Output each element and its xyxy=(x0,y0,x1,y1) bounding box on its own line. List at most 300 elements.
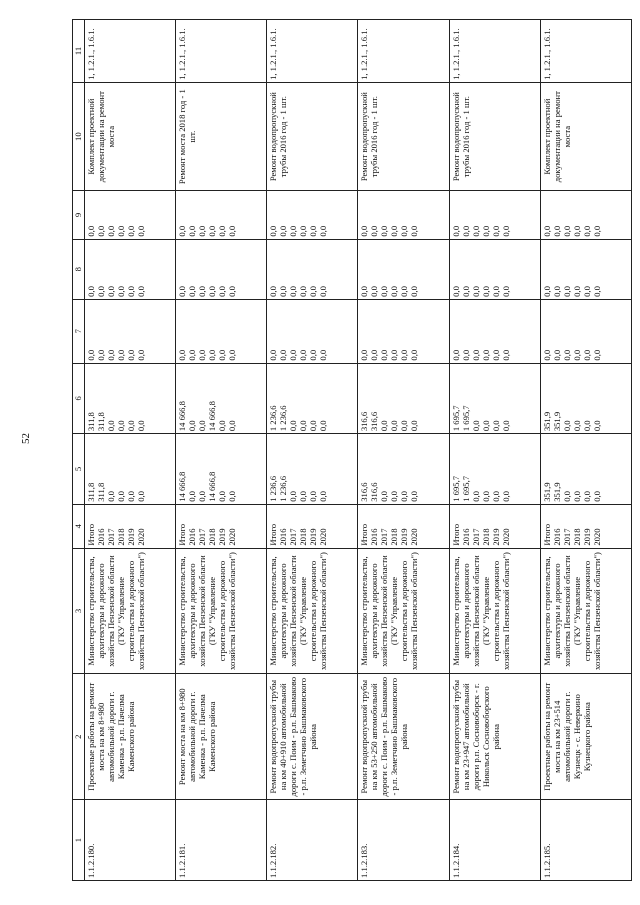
funding-value: 0,0 xyxy=(308,286,319,297)
funding-value: 0,0 xyxy=(460,225,471,237)
funding-values-cell xyxy=(85,363,176,434)
funding-value: 0,0 xyxy=(561,420,572,432)
funding-value: 0,0 xyxy=(318,491,329,502)
funding-value: 0,0 xyxy=(116,420,126,432)
funding-value: 0,0 xyxy=(308,349,319,361)
year-value: 2019 xyxy=(490,528,501,546)
funding-value: 0,0 xyxy=(571,225,582,237)
indicator-reference-cell: 1, 1.2.1., 1.6.1. xyxy=(267,20,358,83)
funding-value: 0,0 xyxy=(207,286,218,297)
year-value: 2020 xyxy=(591,528,602,546)
funding-value: 0,0 xyxy=(409,349,420,361)
expected-result-cell: Комплект проектной документации на ремонт моста xyxy=(85,82,176,190)
funding-value: 0,0 xyxy=(480,349,491,361)
expected-result-cell: Ремонт водопропускной трубы 2016 год - 1 шт. xyxy=(267,82,358,190)
funding-value: 0,0 xyxy=(207,349,218,361)
year-value: Итого xyxy=(450,523,461,546)
funding-value: 0,0 xyxy=(126,286,136,297)
funding-value: 0,0 xyxy=(379,420,390,432)
funding-value: 0,0 xyxy=(470,349,481,361)
funding-value: 0,0 xyxy=(318,420,329,432)
funding-value: 1 236,6 xyxy=(278,475,289,502)
funding-value: 0,0 xyxy=(450,349,461,361)
table-row xyxy=(176,20,267,881)
funding-value: 0,0 xyxy=(490,225,501,237)
funding-value: 0,0 xyxy=(369,286,380,297)
funding-value: 0,0 xyxy=(389,420,400,432)
funding-value: 0,0 xyxy=(409,420,420,432)
funding-value: 0,0 xyxy=(298,225,309,237)
row-id-cell: 1.1.2.184. xyxy=(449,800,540,881)
column-header: 4 xyxy=(73,504,85,548)
funding-values-cell xyxy=(358,434,449,505)
funding-value: 0,0 xyxy=(561,225,572,237)
year-list-cell xyxy=(540,504,631,548)
funding-value: 0,0 xyxy=(399,491,410,502)
funding-value: 0,0 xyxy=(389,286,400,297)
funding-value: 0,0 xyxy=(116,225,126,237)
column-header: 5 xyxy=(73,434,85,505)
funding-value: 0,0 xyxy=(561,491,572,502)
table-row xyxy=(85,20,176,881)
year-value: 2017 xyxy=(470,528,481,546)
year-value: 2020 xyxy=(136,528,146,546)
executor-cell: Министерство строительства, архитектуры и дорожного хозяйства Пензенской области (ГКУ "Управление строительства и дорожного хозяйства Пензенской области") xyxy=(176,548,267,674)
funding-value: 0,0 xyxy=(106,349,116,361)
year-value: 2020 xyxy=(227,528,238,546)
funding-value: 0,0 xyxy=(379,225,390,237)
year-value: Итого xyxy=(359,523,370,546)
funding-value: 0,0 xyxy=(551,286,562,297)
funding-values-cell xyxy=(540,363,631,434)
funding-values-cell xyxy=(267,434,358,505)
funding-value: 0,0 xyxy=(187,491,198,502)
column-header: 8 xyxy=(73,239,85,299)
funding-value: 0,0 xyxy=(561,349,572,361)
funding-value: 0,0 xyxy=(126,491,136,502)
funding-values-cell xyxy=(267,239,358,299)
funding-value: 0,0 xyxy=(561,286,572,297)
expected-result-cell: Ремонт водопропускной трубы 2016 год - 1 шт. xyxy=(449,82,540,190)
funding-value: 0,0 xyxy=(217,286,228,297)
funding-value: 0,0 xyxy=(500,420,511,432)
year-value: 2018 xyxy=(298,528,309,546)
column-header: 3 xyxy=(73,548,85,674)
executor-cell: Министерство строительства, архитектуры и дорожного хозяйства Пензенской области (ГКУ "Управление строительства и дорожного хозяйства Пензенской области") xyxy=(85,548,176,674)
indicator-reference-cell: 1, 1.2.1., 1.6.1. xyxy=(540,20,631,83)
funding-values-cell xyxy=(176,239,267,299)
funding-value: 0,0 xyxy=(288,225,299,237)
funding-value: 0,0 xyxy=(227,286,238,297)
funding-value: 0,0 xyxy=(581,491,592,502)
funding-value: 0,0 xyxy=(197,420,208,432)
funding-value: 1 236,6 xyxy=(268,405,279,432)
funding-value: 0,0 xyxy=(450,225,461,237)
funding-value: 0,0 xyxy=(500,491,511,502)
funding-value: 316,6 xyxy=(369,482,380,502)
funding-value: 0,0 xyxy=(470,225,481,237)
funding-value: 0,0 xyxy=(490,491,501,502)
funding-value: 0,0 xyxy=(581,349,592,361)
funding-value: 0,0 xyxy=(298,420,309,432)
funding-value: 1 695,7 xyxy=(460,405,471,432)
funding-value: 0,0 xyxy=(571,491,582,502)
expected-result-cell: Комплект проектной документации на ремонт моста xyxy=(540,82,631,190)
funding-value: 14 666,8 xyxy=(207,471,218,502)
funding-value: 0,0 xyxy=(278,349,289,361)
funding-value: 0,0 xyxy=(470,491,481,502)
funding-value: 0,0 xyxy=(197,349,208,361)
funding-value: 0,0 xyxy=(490,420,501,432)
funding-value: 0,0 xyxy=(86,225,96,237)
table-body xyxy=(73,20,632,881)
funding-values-cell xyxy=(176,363,267,434)
year-value: 2019 xyxy=(217,528,228,546)
funding-values-cell xyxy=(540,239,631,299)
funding-value: 0,0 xyxy=(106,491,116,502)
funding-value: 0,0 xyxy=(460,286,471,297)
funding-value: 0,0 xyxy=(399,286,410,297)
funding-value: 0,0 xyxy=(207,225,218,237)
executor-cell: Министерство строительства, архитектуры и дорожного хозяйства Пензенской области (ГКУ "Управление строительства и дорожного хозяйства Пензенской области") xyxy=(267,548,358,674)
year-value: 2017 xyxy=(288,528,299,546)
funding-value: 0,0 xyxy=(389,349,400,361)
funding-value: 0,0 xyxy=(399,420,410,432)
funding-value: 0,0 xyxy=(177,286,188,297)
year-value: 2018 xyxy=(116,528,126,546)
funding-value: 351,9 xyxy=(551,482,562,502)
funding-value: 0,0 xyxy=(571,420,582,432)
funding-value: 0,0 xyxy=(217,349,228,361)
funding-values-cell xyxy=(540,191,631,239)
activity-name-cell: Проектные работы на ремонт моста на км 8+980 автомобильной дороги г. Каменка - р.п. Пачелма Каменского района xyxy=(85,674,176,800)
funding-value: 0,0 xyxy=(500,286,511,297)
funding-value: 316,6 xyxy=(359,482,370,502)
funding-values-cell xyxy=(267,299,358,363)
funding-value: 0,0 xyxy=(288,420,299,432)
page-number: 52 xyxy=(20,433,32,444)
funding-values-cell xyxy=(176,191,267,239)
year-value: Итого xyxy=(268,523,279,546)
indicator-reference-cell: 1, 1.2.1., 1.6.1. xyxy=(358,20,449,83)
funding-value: 0,0 xyxy=(460,349,471,361)
funding-value: 0,0 xyxy=(389,225,400,237)
funding-value: 311,8 xyxy=(86,482,96,502)
funding-value: 0,0 xyxy=(389,491,400,502)
funding-value: 1 236,6 xyxy=(268,475,279,502)
funding-values-cell xyxy=(267,363,358,434)
funding-values-cell xyxy=(358,239,449,299)
funding-value: 0,0 xyxy=(318,349,329,361)
year-value: 2020 xyxy=(409,528,420,546)
funding-value: 0,0 xyxy=(591,420,602,432)
funding-value: 0,0 xyxy=(177,349,188,361)
funding-value: 0,0 xyxy=(359,349,370,361)
funding-value: 0,0 xyxy=(278,286,289,297)
indicator-reference-cell: 1, 1.2.1., 1.6.1. xyxy=(449,20,540,83)
funding-value: 0,0 xyxy=(480,491,491,502)
funding-value: 0,0 xyxy=(116,349,126,361)
funding-value: 0,0 xyxy=(490,286,501,297)
year-value: 2017 xyxy=(197,528,208,546)
year-value: Итого xyxy=(541,523,552,546)
funding-value: 14 666,8 xyxy=(207,401,218,432)
funding-value: 0,0 xyxy=(308,491,319,502)
funding-value: 0,0 xyxy=(288,286,299,297)
funding-value: 1 236,6 xyxy=(278,405,289,432)
year-value: 2020 xyxy=(318,528,329,546)
funding-value: 0,0 xyxy=(581,420,592,432)
funding-value: 0,0 xyxy=(288,491,299,502)
funding-value: 0,0 xyxy=(197,225,208,237)
funding-value: 0,0 xyxy=(551,225,562,237)
funding-value: 0,0 xyxy=(470,420,481,432)
funding-value: 0,0 xyxy=(96,286,106,297)
year-value: Итого xyxy=(86,523,96,546)
funding-value: 0,0 xyxy=(298,491,309,502)
activity-name-cell: Ремонт водопропускной трубы на км 23+947 автомобильной дороги р.п. Сосновоборск - г. Никольск Сосновоборского района xyxy=(449,674,540,800)
indicator-reference-cell: 1, 1.2.1., 1.6.1. xyxy=(176,20,267,83)
funding-value: 0,0 xyxy=(359,225,370,237)
funding-value: 0,0 xyxy=(318,225,329,237)
funding-value: 311,8 xyxy=(96,412,106,432)
funding-value: 0,0 xyxy=(227,420,238,432)
funding-value: 0,0 xyxy=(298,286,309,297)
funding-value: 0,0 xyxy=(379,491,390,502)
funding-value: 0,0 xyxy=(581,225,592,237)
funding-value: 0,0 xyxy=(288,349,299,361)
year-value: 2016 xyxy=(460,528,471,546)
funding-values-cell xyxy=(85,239,176,299)
year-value: 2017 xyxy=(561,528,572,546)
funding-values-cell xyxy=(85,191,176,239)
funding-values-cell xyxy=(449,434,540,505)
funding-values-cell xyxy=(85,299,176,363)
executor-cell: Министерство строительства, архитектуры и дорожного хозяйства Пензенской области (ГКУ "Управление строительства и дорожного хозяйства Пензенской области") xyxy=(358,548,449,674)
funding-value: 0,0 xyxy=(106,420,116,432)
funding-value: 0,0 xyxy=(359,286,370,297)
funding-value: 0,0 xyxy=(86,286,96,297)
table-row xyxy=(267,20,358,881)
funding-value: 0,0 xyxy=(96,225,106,237)
row-id-cell: 1.1.2.180. xyxy=(85,800,176,881)
funding-value: 0,0 xyxy=(318,286,329,297)
column-header: 6 xyxy=(73,363,85,434)
table-row xyxy=(449,20,540,881)
funding-values-cell xyxy=(449,191,540,239)
funding-value: 0,0 xyxy=(136,225,146,237)
year-value: 2016 xyxy=(96,528,106,546)
funding-value: 0,0 xyxy=(369,225,380,237)
funding-value: 0,0 xyxy=(541,349,552,361)
funding-value: 0,0 xyxy=(177,225,188,237)
indicator-reference-cell: 1, 1.2.1., 1.6.1. xyxy=(85,20,176,83)
row-id-cell: 1.1.2.181. xyxy=(176,800,267,881)
expected-result-cell: Ремонт моста 2018 год - 1 шт. xyxy=(176,82,267,190)
funding-value: 0,0 xyxy=(106,225,116,237)
funding-value: 0,0 xyxy=(298,349,309,361)
funding-value: 0,0 xyxy=(409,286,420,297)
funding-value: 316,6 xyxy=(369,411,380,432)
funding-value: 0,0 xyxy=(197,491,208,502)
funding-value: 0,0 xyxy=(217,491,228,502)
rotated-table-container xyxy=(72,19,632,881)
column-number-row xyxy=(73,20,85,881)
funding-value: 351,9 xyxy=(541,411,552,432)
funding-values-cell xyxy=(358,191,449,239)
row-id-cell: 1.1.2.183. xyxy=(358,800,449,881)
column-header: 11 xyxy=(73,20,85,83)
table-row xyxy=(358,20,449,881)
funding-values-cell xyxy=(540,434,631,505)
funding-value: 0,0 xyxy=(450,286,461,297)
funding-value: 0,0 xyxy=(399,225,410,237)
funding-value: 0,0 xyxy=(470,286,481,297)
funding-value: 0,0 xyxy=(96,349,106,361)
funding-value: 0,0 xyxy=(379,286,390,297)
funding-value: 351,9 xyxy=(541,482,552,502)
funding-value: 351,9 xyxy=(551,411,562,432)
funding-value: 0,0 xyxy=(591,286,602,297)
funding-value: 0,0 xyxy=(187,349,198,361)
year-value: 2020 xyxy=(500,528,511,546)
column-header: 2 xyxy=(73,674,85,800)
funding-value: 0,0 xyxy=(187,420,198,432)
funding-value: 0,0 xyxy=(187,225,198,237)
year-value: 2019 xyxy=(126,528,136,546)
funding-value: 0,0 xyxy=(268,286,279,297)
funding-value: 1 695,7 xyxy=(460,475,471,502)
year-value: 2016 xyxy=(369,528,380,546)
funding-value: 311,8 xyxy=(86,412,96,432)
executor-cell: Министерство строительства, архитектуры и дорожного хозяйства Пензенской области (ГКУ "Управление строительства и дорожного хозяйства Пензенской области") xyxy=(540,548,631,674)
year-list-cell xyxy=(85,504,176,548)
column-header: 7 xyxy=(73,299,85,363)
funding-value: 0,0 xyxy=(500,349,511,361)
funding-value: 0,0 xyxy=(86,349,96,361)
year-value: 2018 xyxy=(207,528,218,546)
funding-value: 0,0 xyxy=(379,349,390,361)
funding-value: 0,0 xyxy=(591,491,602,502)
funding-value: 0,0 xyxy=(581,286,592,297)
funding-value: 0,0 xyxy=(541,286,552,297)
funding-values-cell xyxy=(358,363,449,434)
funding-value: 0,0 xyxy=(490,349,501,361)
year-value: 2017 xyxy=(106,528,116,546)
funding-value: 0,0 xyxy=(480,286,491,297)
year-value: 2016 xyxy=(551,528,562,546)
funding-values-cell xyxy=(358,299,449,363)
year-value: 2016 xyxy=(187,528,198,546)
year-value: 2019 xyxy=(399,528,410,546)
column-header: 1 xyxy=(73,800,85,881)
column-header: 10 xyxy=(73,82,85,190)
year-value: 2017 xyxy=(379,528,390,546)
funding-values-cell xyxy=(176,434,267,505)
funding-value: 0,0 xyxy=(126,349,136,361)
funding-values-cell xyxy=(540,299,631,363)
funding-value: 0,0 xyxy=(227,225,238,237)
table-row xyxy=(540,20,631,881)
column-header: 9 xyxy=(73,191,85,239)
funding-value: 0,0 xyxy=(591,225,602,237)
funding-value: 0,0 xyxy=(268,349,279,361)
funding-value: 0,0 xyxy=(369,349,380,361)
funding-value: 0,0 xyxy=(541,225,552,237)
funding-values-cell xyxy=(85,434,176,505)
funding-value: 0,0 xyxy=(571,349,582,361)
funding-value: 0,0 xyxy=(116,286,126,297)
funding-value: 0,0 xyxy=(399,349,410,361)
funding-value: 0,0 xyxy=(227,349,238,361)
expected-result-cell: Ремонт водопропускной трубы 2016 год - 1 шт. xyxy=(358,82,449,190)
year-value: 2019 xyxy=(581,528,592,546)
funding-value: 0,0 xyxy=(106,286,116,297)
funding-value: 0,0 xyxy=(116,491,126,502)
funding-value: 1 695,7 xyxy=(450,475,461,502)
funding-value: 0,0 xyxy=(500,225,511,237)
year-value: Итого xyxy=(177,523,188,546)
funding-value: 0,0 xyxy=(308,420,319,432)
funding-value: 0,0 xyxy=(480,420,491,432)
funding-value: 1 695,7 xyxy=(450,405,461,432)
funding-value: 0,0 xyxy=(136,420,146,432)
activity-name-cell: Ремонт водопропускной трубы на км 53+250 автомобильной дороги с. Поим - р.п. Башмаково - р.п. Земетчино Башмаковского района xyxy=(358,674,449,800)
row-id-cell: 1.1.2.185. xyxy=(540,800,631,881)
funding-value: 311,8 xyxy=(96,482,106,502)
year-value: 2018 xyxy=(480,528,491,546)
activity-name-cell: Ремонт водопропускной трубы на км 40+910 автомобильной дороги с. Поим - р.п. Башмаково - р.п. Земетчино Башмаковского района xyxy=(267,674,358,800)
year-value: 2019 xyxy=(308,528,319,546)
funding-value: 0,0 xyxy=(591,349,602,361)
funding-value: 0,0 xyxy=(571,286,582,297)
year-value: 2018 xyxy=(389,528,400,546)
program-activities-table xyxy=(72,19,632,881)
funding-values-cell xyxy=(449,299,540,363)
funding-value: 0,0 xyxy=(227,491,238,502)
funding-value: 0,0 xyxy=(278,225,289,237)
year-value: 2018 xyxy=(571,528,582,546)
funding-value: 0,0 xyxy=(126,225,136,237)
funding-value: 14 666,8 xyxy=(177,401,188,432)
year-value: 2016 xyxy=(278,528,289,546)
funding-value: 0,0 xyxy=(187,286,198,297)
activity-name-cell: Ремонт моста на км 8+980 автомобильной дороги г. Каменка - р.п. Пачелма Каменского района xyxy=(176,674,267,800)
funding-values-cell xyxy=(176,299,267,363)
funding-value: 0,0 xyxy=(136,349,146,361)
funding-value: 0,0 xyxy=(217,225,228,237)
year-list-cell xyxy=(267,504,358,548)
funding-value: 0,0 xyxy=(551,349,562,361)
funding-values-cell xyxy=(449,239,540,299)
funding-value: 0,0 xyxy=(308,225,319,237)
year-list-cell xyxy=(449,504,540,548)
year-list-cell xyxy=(358,504,449,548)
row-id-cell: 1.1.2.182. xyxy=(267,800,358,881)
executor-cell: Министерство строительства, архитектуры и дорожного хозяйства Пензенской области (ГКУ "Управление строительства и дорожного хозяйства Пензенской области") xyxy=(449,548,540,674)
year-list-cell xyxy=(176,504,267,548)
funding-value: 0,0 xyxy=(197,286,208,297)
funding-value: 0,0 xyxy=(126,420,136,432)
funding-values-cell xyxy=(267,191,358,239)
funding-value: 0,0 xyxy=(409,225,420,237)
activity-name-cell: Проектные работы на ремонт моста на км 23+514 автомобильной дороги г. Кузнецк - с. Неверкино Кузнецкого района xyxy=(540,674,631,800)
funding-value: 0,0 xyxy=(268,225,279,237)
funding-values-cell xyxy=(449,363,540,434)
funding-value: 0,0 xyxy=(480,225,491,237)
funding-value: 14 666,8 xyxy=(177,471,188,502)
funding-value: 0,0 xyxy=(136,491,146,502)
